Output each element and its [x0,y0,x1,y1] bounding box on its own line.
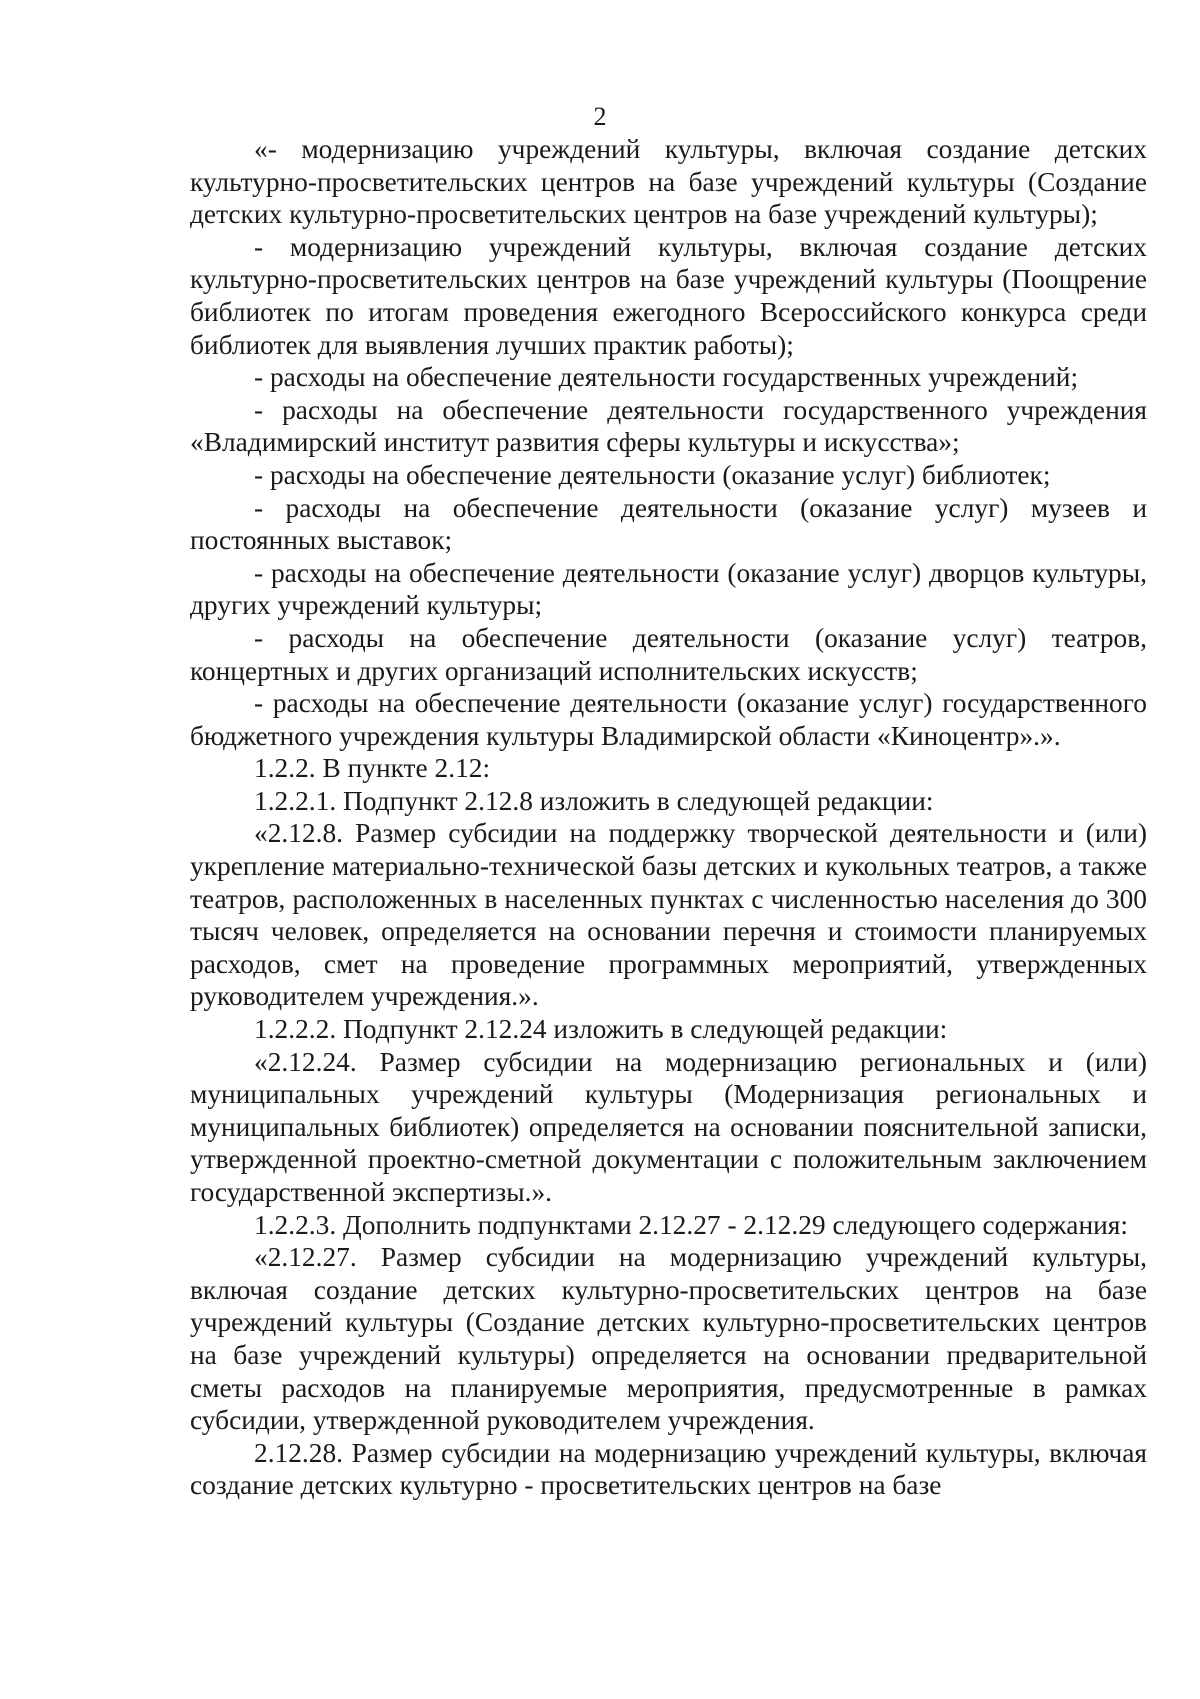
paragraph: «- модернизацию учреждений культуры, включая создание детских культурно-просветительских центров на базе учреждений культуры (Создание детских культурно-просветительских центров на базе учреждений культуры); [190,134,1147,230]
paragraph: - расходы на обеспечение деятельности государственного учреждения «Владимирский институт развития сферы культуры и искусства»; [190,394,1147,458]
paragraph: «2.12.24. Размер субсидии на модернизацию региональных и (или) муниципальных учреждений культуры (Модернизация региональных и муниципальных библиотек) определяется на основании пояснительной записки, утвержденной проектно-сметной документации с положительным заключением государственной экспертизы.». [190,1046,1147,1207]
page-number: 2 [593,102,607,131]
paragraph: 1.2.2.3. Дополнить подпунктами 2.12.27 - 2.12.29 следующего содержания: [254,1209,1128,1240]
paragraph: - расходы на обеспечение деятельности (оказание услуг) музеев и постоянных выставок; [190,492,1147,556]
paragraph: 2.12.28. Размер субсидии на модернизацию учреждений культуры, включая создание детских культурно - просветительских центров на базе [190,1437,1147,1501]
paragraph: - расходы на обеспечение деятельности (оказание услуг) театров, концертных и других организаций исполнительских искусств; [190,622,1147,686]
paragraph: 1.2.2. В пункте 2.12: [254,753,491,784]
paragraph: 1.2.2.2. Подпункт 2.12.24 изложить в следующей редакции: [254,1014,948,1045]
paragraph: «2.12.8. Размер субсидии на поддержку творческой деятельности и (или) укрепление материально-технической базы детских и кукольных театров, а также театров, расположенных в населенных пунктах с численностью населения до 300 тысяч человек, определяется на основании перечня и стоимости планируемых расходов, смет на проведение программных мероприятий, утвержденных руководителем учреждения.». [190,818,1147,1012]
paragraph: - расходы на обеспечение деятельности (оказание услуг) дворцов культуры, других учреждений культуры; [190,557,1147,621]
paragraph: - расходы на обеспечение деятельности (оказание услуг) библиотек; [254,459,1051,490]
document-body [190,133,1147,1502]
paragraph: 1.2.2.1. Подпункт 2.12.8 изложить в следующей редакции: [254,785,934,816]
paragraph: «2.12.27. Размер субсидии на модернизацию учреждений культуры, включая создание детских культурно-просветительских центров на базе учреждений культуры (Создание детских культурно-просветительских центров на базе учреждений культуры) определяется на основании предварительной сметы расходов на планируемые мероприятия, предусмотренные в рамках субсидии, утвержденной руководителем учреждения. [190,1242,1147,1436]
paragraph: - расходы на обеспечение деятельности государственных учреждений; [254,362,1079,393]
paragraph: - расходы на обеспечение деятельности (оказание услуг) государственного бюджетного учреждения культуры Владимирской области «Киноцентр».». [190,688,1147,751]
paragraph: - модернизацию учреждений культуры, включая создание детских культурно-просветительских центров на базе учреждений культуры (Поощрение библиотек по итогам проведения ежегодного Всероссийского конкурса среди библиотек для выявления лучших практик работы); [190,231,1147,360]
